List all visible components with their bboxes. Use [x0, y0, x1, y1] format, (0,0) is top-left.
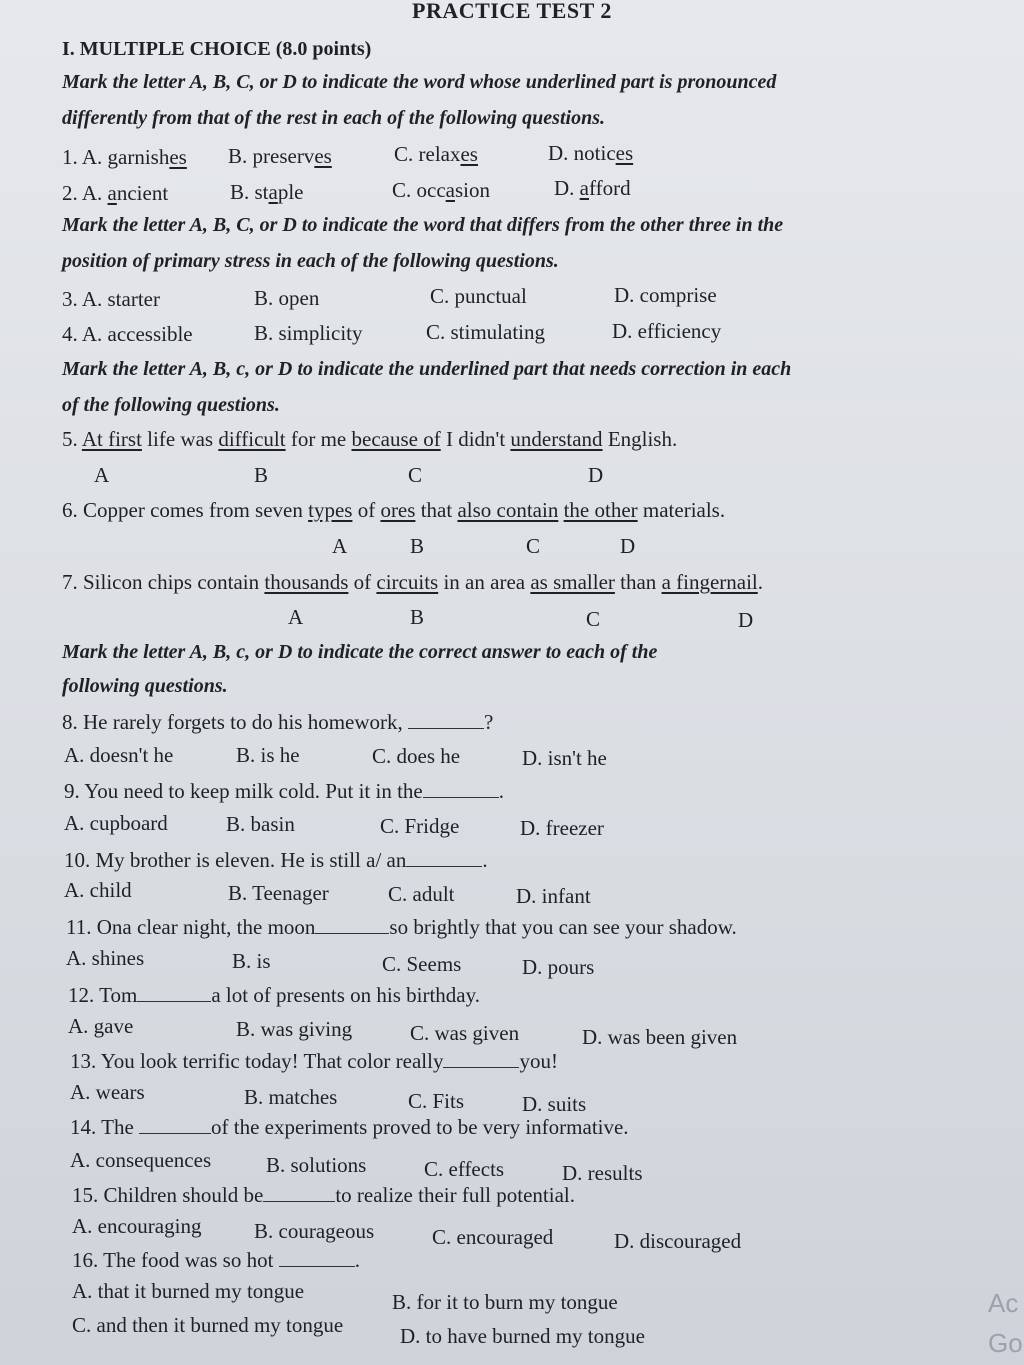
question-12-option-d: D. was been given — [582, 1025, 738, 1049]
question-6-label-b: B — [410, 534, 425, 558]
question-14-stem: 14. The of the experiments proved to be very informative. — [70, 1115, 629, 1139]
question-14-option-c: C. effects — [424, 1157, 505, 1181]
question-16-option-b: B. for it to burn my tongue — [392, 1290, 618, 1314]
question-9-option-b: B. basin — [226, 812, 295, 836]
question-3-option-c: C. punctual — [430, 284, 527, 308]
question-9-option-c: C. Fridge — [380, 814, 460, 838]
question-4-option-a: 4. A. accessible — [62, 322, 193, 346]
question-8-option-a: A. doesn't he — [64, 743, 174, 767]
instruction-answer-line1: Mark the letter A, B, c, or D to indicate the correct answer to each of the — [62, 641, 658, 663]
question-14-option-a: A. consequences — [70, 1148, 212, 1172]
answer-blank — [139, 1115, 211, 1134]
question-6-label-a: A — [332, 534, 348, 558]
corner-watermark-line2: Go — [988, 1328, 1023, 1358]
question-11-option-b: B. is — [232, 949, 271, 973]
question-10-option-c: C. adult — [388, 882, 455, 906]
question-12-option-c: C. was given — [410, 1021, 520, 1045]
instruction-stress-line2: position of primary stress in each of the following questions. — [62, 250, 559, 272]
question-8-stem: 8. He rarely forgets to do his homework, ? — [62, 710, 494, 734]
question-11-option-d: D. pours — [522, 955, 595, 979]
question-9-option-d: D. freezer — [520, 816, 604, 840]
question-3-option-b: B. open — [254, 286, 320, 310]
question-5-label-d: D — [588, 463, 604, 487]
instruction-pronunciation-line2: differently from that of the rest in each of the following questions. — [62, 107, 605, 129]
question-16-option-c: C. and then it burned my tongue — [72, 1313, 344, 1337]
answer-blank — [137, 983, 211, 1002]
page-title: PRACTICE TEST 2 — [412, 0, 612, 23]
question-13-option-d: D. suits — [522, 1092, 587, 1116]
question-1-option-d: D. notices — [548, 141, 634, 165]
question-2-option-c: C. occasion — [392, 178, 490, 202]
question-7-label-b: B — [410, 605, 425, 629]
question-1-option-c: C. relaxes — [394, 142, 478, 166]
question-7-label-a: A — [288, 605, 304, 629]
question-15-option-a: A. encouraging — [72, 1214, 202, 1238]
question-15-option-b: B. courageous — [254, 1219, 375, 1243]
question-11-stem: 11. Ona clear night, the moon so brightly that you can see your shadow. — [66, 915, 737, 939]
question-9-option-a: A. cupboard — [64, 811, 168, 835]
instruction-pronunciation-line1: Mark the letter A, B, C, or D to indicate the word whose underlined part is pronounced — [62, 71, 777, 93]
question-11-option-c: C. Seems — [382, 952, 462, 976]
question-5-label-b: B — [254, 463, 269, 487]
question-2-option-a: 2. A. ancient — [62, 181, 169, 205]
question-15-option-d: D. discouraged — [614, 1229, 742, 1253]
question-10-stem: 10. My brother is eleven. He is still a/ an . — [64, 848, 488, 872]
question-14-option-d: D. results — [562, 1161, 643, 1185]
answer-blank — [406, 848, 482, 867]
question-14-option-b: B. solutions — [266, 1153, 367, 1177]
question-6-sentence: 6. Copper comes from seven types of ores that also contain the other materials. — [62, 498, 726, 522]
question-7-label-c: C — [586, 607, 601, 631]
question-4-option-d: D. efficiency — [612, 319, 722, 343]
question-15-option-c: C. encouraged — [432, 1225, 554, 1249]
question-5-label-c: C — [408, 463, 423, 487]
question-4-option-b: B. simplicity — [254, 321, 363, 345]
question-10-option-a: A. child — [64, 878, 132, 902]
answer-blank — [443, 1049, 519, 1068]
question-10-option-b: B. Teenager — [228, 881, 329, 905]
question-13-option-a: A. wears — [70, 1080, 145, 1104]
question-1-option-a: 1. A. garnishes — [62, 145, 187, 169]
question-6-label-d: D — [620, 534, 636, 558]
question-8-option-b: B. is he — [236, 743, 300, 767]
question-11-option-a: A. shines — [66, 946, 145, 970]
question-3-option-d: D. comprise — [614, 283, 717, 307]
question-5-sentence: 5. At first life was difficult for me because of I didn't understand English. — [62, 427, 678, 451]
question-6-label-c: C — [526, 534, 541, 558]
instruction-correction-line1: Mark the letter A, B, c, or D to indicate the underlined part that needs correction in each — [62, 358, 792, 380]
section-title: I. MULTIPLE CHOICE (8.0 points) — [62, 38, 372, 60]
question-12-option-b: B. was giving — [236, 1017, 353, 1041]
question-13-option-b: B. matches — [244, 1085, 338, 1109]
corner-watermark-line1: Ac — [988, 1288, 1019, 1318]
answer-blank — [263, 1183, 335, 1202]
question-1-option-b: B. preserves — [228, 144, 332, 168]
answer-blank — [423, 779, 499, 798]
question-12-stem: 12. Tom a lot of presents on his birthday. — [68, 983, 481, 1007]
instruction-answer-line2: following questions. — [62, 675, 228, 697]
question-13-option-c: C. Fits — [408, 1089, 465, 1113]
question-4-option-c: C. stimulating — [426, 320, 546, 344]
question-8-option-c: C. does he — [372, 744, 461, 768]
question-13-stem: 13. You look terrific today! That color really you! — [70, 1049, 558, 1073]
instruction-stress-line1: Mark the letter A, B, C, or D to indicate the word that differs from the other three in the — [62, 214, 784, 236]
answer-blank — [408, 710, 484, 729]
question-16-option-a: A. that it burned my tongue — [72, 1279, 305, 1303]
question-7-sentence: 7. Silicon chips contain thousands of circuits in an area as smaller than a fingernail. — [62, 570, 764, 594]
instruction-correction-line2: of the following questions. — [62, 394, 280, 416]
question-16-stem: 16. The food was so hot . — [72, 1248, 360, 1272]
question-5-label-a: A — [94, 463, 110, 487]
question-10-option-d: D. infant — [516, 884, 591, 908]
answer-blank — [279, 1248, 355, 1267]
question-12-option-a: A. gave — [68, 1014, 134, 1038]
question-2-option-b: B. staple — [230, 180, 304, 204]
answer-blank — [315, 915, 389, 934]
question-9-stem: 9. You need to keep milk cold. Put it in the . — [64, 779, 504, 803]
question-16-option-d: D. to have burned my tongue — [400, 1324, 645, 1348]
question-2-option-d: D. afford — [554, 176, 631, 200]
question-15-stem: 15. Children should be to realize their full potential. — [72, 1183, 575, 1207]
question-3-option-a: 3. A. starter — [62, 287, 160, 311]
question-8-option-d: D. isn't he — [522, 746, 607, 770]
question-7-label-d: D — [738, 608, 754, 632]
